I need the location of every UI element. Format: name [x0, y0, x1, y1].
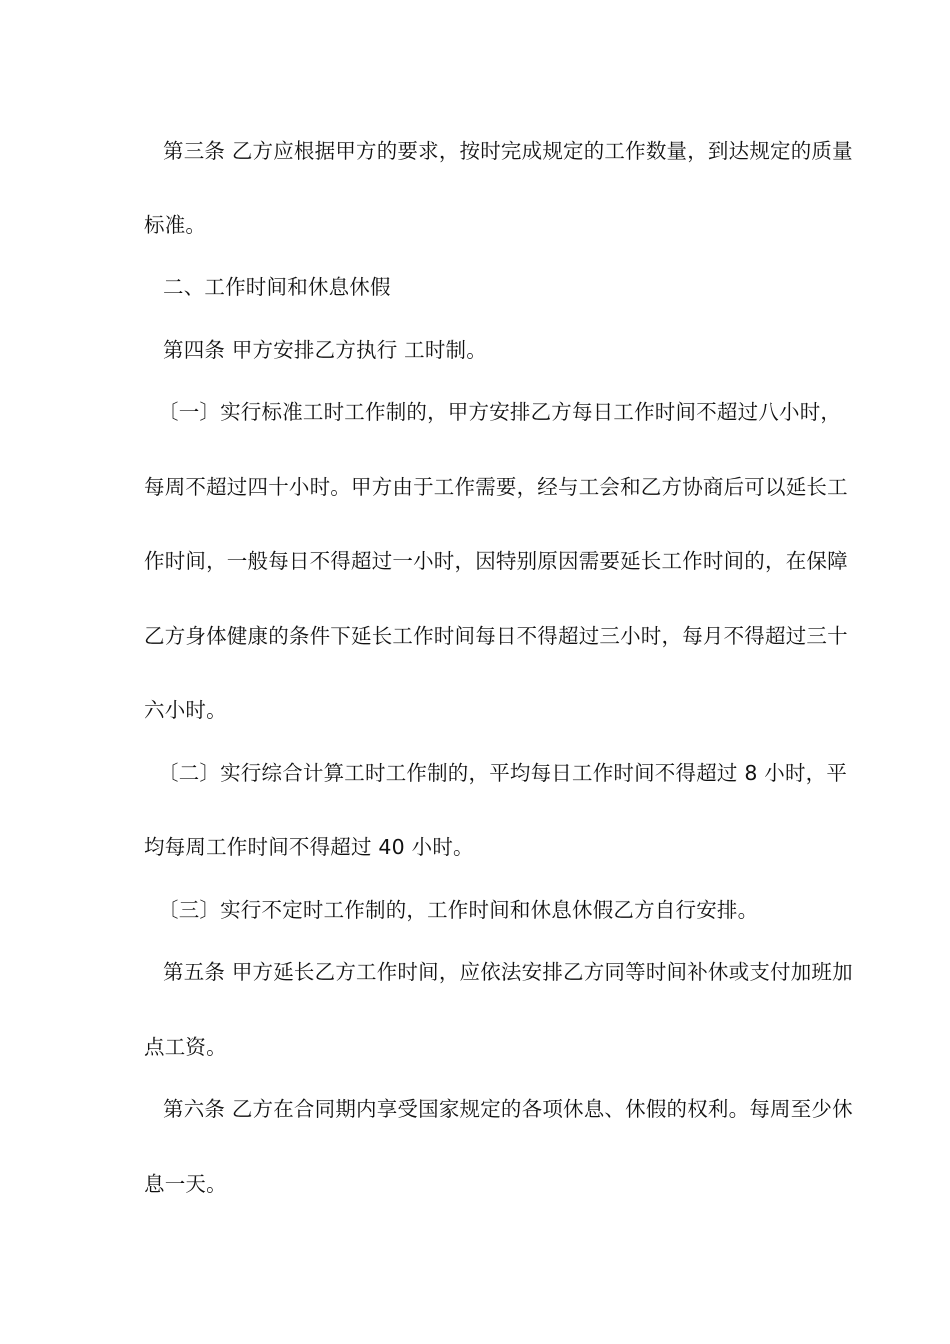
clause-2-line-1: 〔二〕实行综合计算工时工作制的，平均每日工作时间不得超过 8 小时，平	[158, 761, 848, 785]
article-4-line-1: 第四条 甲方安排乙方执行 工时制。	[163, 338, 487, 362]
article-6-line-1: 第六条 乙方在合同期内享受国家规定的各项休息、休假的权利。每周至少休	[163, 1097, 853, 1121]
clause-1-line-2: 每周不超过四十小时。甲方由于工作需要，经与工会和乙方协商后可以延长工	[144, 475, 848, 499]
clause-3-line-1: 〔三〕实行不定时工作制的，工作时间和休息休假乙方自行安排。	[158, 898, 759, 922]
article-5-line-1: 第五条 甲方延长乙方工作时间，应依法安排乙方同等时间补休或支付加班加	[163, 960, 853, 984]
clause-1-line-3: 作时间，一般每日不得超过一小时，因特别原因需要延长工作时间的，在保障	[144, 549, 848, 573]
article-5-line-2: 点工资。	[144, 1035, 227, 1059]
clause-1-line-4: 乙方身体健康的条件下延长工作时间每日不得超过三小时，每月不得超过三十	[144, 624, 848, 648]
article-6-line-2: 息一天。	[144, 1172, 227, 1196]
clause-2-line-2: 均每周工作时间不得超过 40 小时。	[144, 835, 474, 859]
clause-1-line-1: 〔一〕实行标准工时工作制的，甲方安排乙方每日工作时间不超过八小时，	[158, 400, 842, 424]
section-heading: 二、工作时间和休息休假	[163, 275, 391, 299]
article-3-line-1: 第三条 乙方应根据甲方的要求，按时完成规定的工作数量，到达规定的质量	[163, 139, 853, 163]
article-3-line-2: 标准。	[144, 213, 207, 237]
clause-1-line-5: 六小时。	[144, 698, 227, 722]
